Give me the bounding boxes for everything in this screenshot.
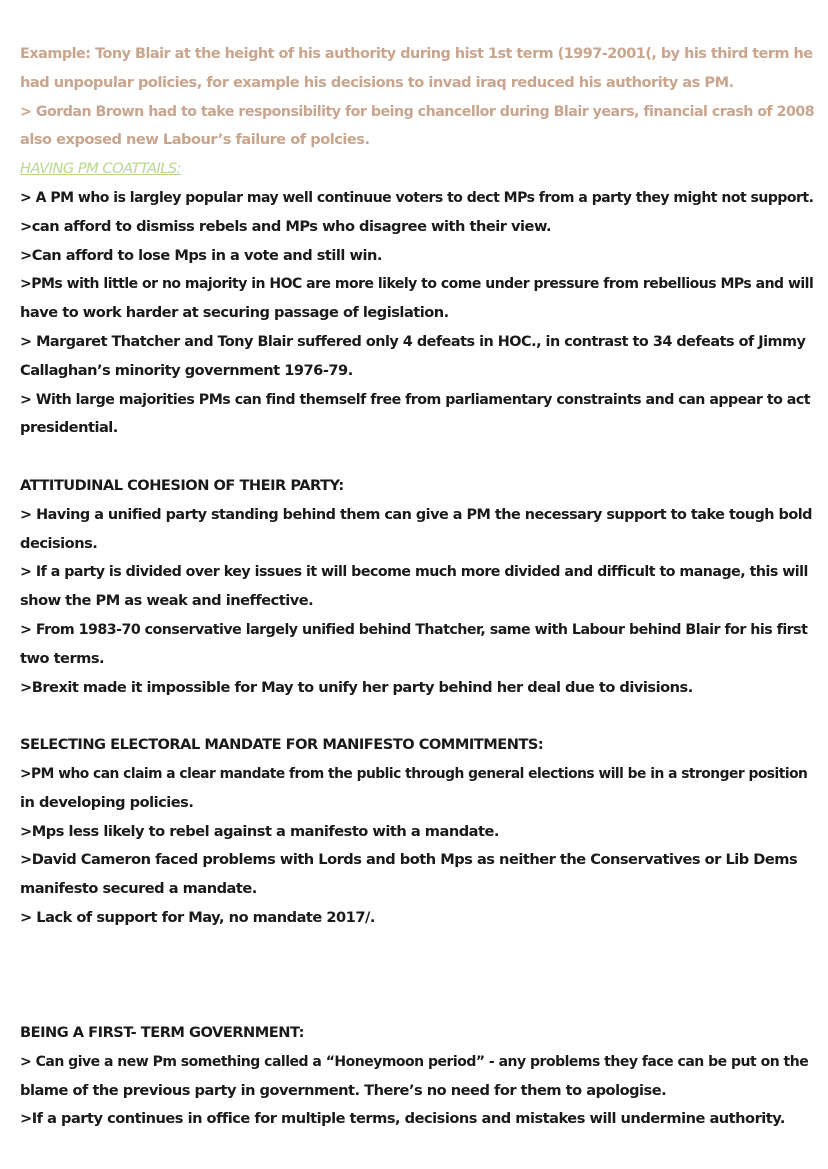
section-heading: HAVING PM COATTAILS:: [20, 160, 182, 178]
body-line: > A PM who is largley popular may well continuue voters to dect MPs from a party they might not support.: [20, 189, 814, 206]
intro-line: also exposed new Labour’s failure of polcies.: [20, 131, 370, 149]
section-heading: BEING A FIRST- TERM GOVERNMENT:: [20, 1024, 304, 1042]
document-page: [20, 40, 816, 1134]
body-line: blame of the previous party in government. There’s no need for them to apologise.: [20, 1081, 667, 1099]
intro-line: > Gordan Brown had to take responsibility for being chancellor during Blair years, financial crash of 2008: [20, 103, 815, 120]
body-line: in developing policies.: [20, 793, 194, 811]
spacer: [20, 933, 816, 991]
first-term-section: [20, 1019, 816, 1134]
intro-section: [20, 40, 816, 155]
body-line: > Having a unified party standing behind them can give a PM the necessary support to take tough bold: [20, 506, 812, 523]
body-line: > With large majorities PMs can find themself free from parliamentary constraints and can appear to act: [20, 391, 811, 408]
body-line: Callaghan’s minority government 1976-79.: [20, 361, 353, 379]
body-line: > Lack of support for May, no mandate 2017/.: [20, 908, 375, 926]
mandate-section: [20, 731, 816, 933]
body-line: >Mps less likely to rebel against a manifesto with a mandate.: [20, 822, 499, 840]
body-line: > Can give a new Pm something called a “Honeymoon period” - any problems they face can be put on the: [20, 1053, 809, 1070]
body-line: two terms.: [20, 649, 105, 667]
body-line: presidential.: [20, 419, 118, 437]
body-line: > If a party is divided over key issues it will become much more divided and difficult to manage, this will: [20, 564, 808, 581]
section-heading: SELECTING ELECTORAL MANDATE FOR MANIFESTO COMMITMENTS:: [20, 736, 544, 754]
body-line: >PMs with little or no majority in HOC are more likely to come under pressure from rebellious MPs and will: [20, 276, 814, 293]
body-line: have to work harder at securing passage of legislation.: [20, 304, 449, 322]
body-line: >David Cameron faced problems with Lords and both Mps as neither the Conservatives or Lib Dems: [20, 851, 798, 869]
intro-line: had unpopular policies, for example his decisions to invad iraq reduced his authority as PM.: [20, 73, 734, 91]
body-line: > Margaret Thatcher and Tony Blair suffered only 4 defeats in HOC., in contrast to 34 defeats of Jimmy: [20, 333, 806, 350]
spacer: [20, 990, 816, 1019]
body-line: manifesto secured a mandate.: [20, 880, 257, 898]
body-line: >Can afford to lose Mps in a vote and still win.: [20, 246, 382, 264]
cohesion-section: [20, 472, 816, 702]
body-line: >can afford to dismiss rebels and MPs who disagree with their view.: [20, 217, 552, 235]
body-line: show the PM as weak and ineffective.: [20, 592, 314, 610]
coattails-section: [20, 155, 816, 443]
body-line: >PM who can claim a clear mandate from the public through general elections will be in a stronger position: [20, 765, 808, 782]
body-line: > From 1983-70 conservative largely unified behind Thatcher, same with Labour behind Blair for his first: [20, 621, 808, 638]
section-heading: ATTITUDINAL COHESION OF THEIR PARTY:: [20, 476, 344, 494]
body-line: >If a party continues in office for multiple terms, decisions and mistakes will undermine authority.: [20, 1110, 785, 1128]
spacer: [20, 443, 816, 472]
body-line: >Brexit made it impossible for May to unify her party behind her deal due to divisions.: [20, 678, 693, 696]
body-line: decisions.: [20, 534, 98, 552]
intro-line: Example: Tony Blair at the height of his authority during hist 1st term (1997-2001(, by his third term he: [20, 46, 813, 62]
spacer: [20, 702, 816, 731]
